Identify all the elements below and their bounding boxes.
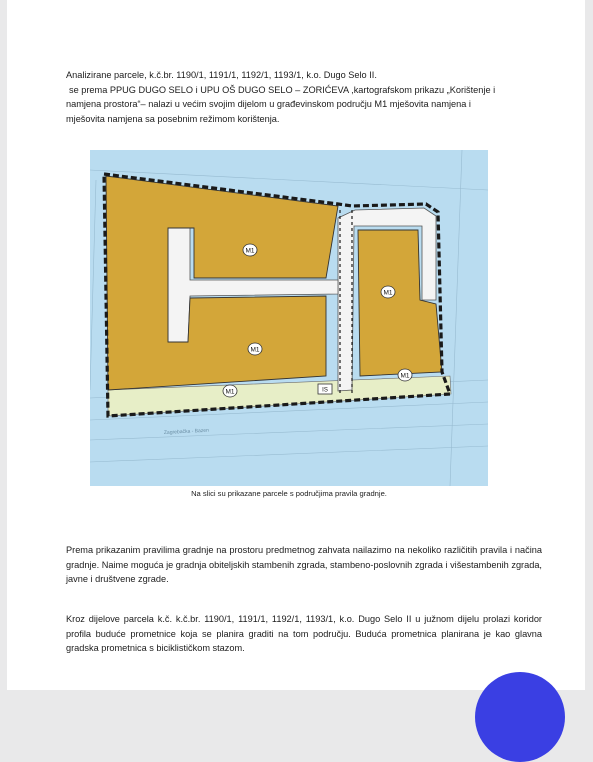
zone-badge-4 [223, 385, 237, 397]
svg-text:M1: M1 [250, 346, 260, 354]
paragraph-building-rules: Prema prikazanim pravilima gradnje na prostoru predmetnog zahvata nailazimo na nekoliko različitih pravila i načina gradnje. Naime moguća je gradnja obiteljskih stambenih zgrada, stambeno-poslovnih zgrada i višestambenih zgrada, javne i društvene zgrade. [66, 545, 542, 584]
zone-badge-2 [248, 343, 262, 355]
svg-text:M1: M1 [400, 372, 410, 380]
svg-text:M1: M1 [225, 388, 235, 396]
svg-text:M1: M1 [383, 289, 393, 297]
floating-action-button[interactable] [475, 672, 565, 762]
intro-paragraph [66, 68, 542, 126]
intro-line-1: Analizirane parcele, k.č.br. 1190/1, 1191/1, 1192/1, 1193/1, k.o. Dugo Selo II. [66, 70, 377, 80]
zone-badge-1 [243, 244, 257, 256]
svg-text:IS: IS [322, 387, 328, 394]
intro-line-2: se prema PPUG DUGO SELO i UPU OŠ DUGO SELO – ZORIĆEVA ,kartografskom prikazu „Korištenje i [69, 84, 496, 95]
zone-badge-3 [381, 286, 395, 298]
figure-caption: Na slici su prikazane parcele s područjima pravila gradnje. [191, 489, 387, 498]
paragraph-road-corridor: Kroz dijelove parcela k.č. k.č.br. 1190/1, 1191/1, 1192/1, 1193/1, k.o. Dugo Selo II u južnom dijelu prolazi koridor profila buduće prometnice koja se planira graditi na tom području. Buduća prometnica planirana je kao glavna gradska prometnica s biciklističkom stazom. [66, 614, 542, 653]
zone-badge-5 [398, 369, 412, 381]
zoning-map-figure [90, 150, 488, 486]
street-label: Zagrebačka - Bazen [163, 427, 210, 436]
special-zone-badge [318, 384, 332, 394]
intro-line-3: namjena prostora“– nalazi u većim svojim dijelom u građevinskom području M1 mješovita namjena i [66, 99, 471, 109]
svg-text:M1: M1 [245, 247, 255, 255]
intro-line-4: mješovita namjena sa posebnim režimom korištenja. [66, 113, 280, 124]
